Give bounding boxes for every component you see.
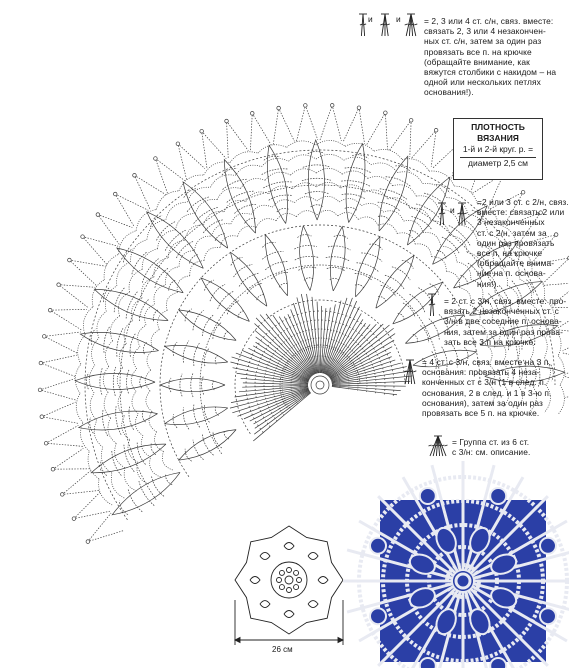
schematic-petal [318, 577, 328, 584]
photo-outer-hole [490, 658, 506, 668]
motif-inner-10 [355, 237, 383, 297]
motif-outer-4 [80, 327, 158, 357]
photo-outer-hole [370, 538, 386, 554]
legend-item-1-and-2: и [396, 14, 401, 24]
motif-inner-9 [326, 227, 351, 291]
motif-outer-14 [407, 177, 449, 245]
motif-inner-1 [165, 404, 228, 429]
motif-outer-13 [378, 156, 411, 231]
gauge-title-2: ВЯЗАНИЯ [477, 133, 519, 143]
legend-item-4-text: = 4 ст. с 3/н, связ. вместе на 3 п. основания: провязать 4 неза- конченных ст с 3/н (1 в след. п. основания, 2 в след. и 1 в 3-ю п. основания), затем за один раз провязать все 5 п. на крючке. [422, 357, 552, 419]
photo-outer-hole [420, 658, 436, 668]
motif-inner-3 [165, 341, 228, 366]
photo-center-hole [456, 574, 470, 588]
legend-2-symbol-b [457, 203, 466, 225]
motif-inner-8 [294, 226, 318, 291]
gauge-line-3: 1-й и 2-й круг. р. = [462, 144, 534, 154]
legend-1-symbol-b [380, 14, 389, 36]
legend-1-symbol-c [405, 14, 418, 36]
schematic-hole [287, 568, 292, 573]
photo-outer-hole [420, 488, 436, 504]
schematic-petal [260, 601, 270, 608]
motif-outer-3 [75, 367, 155, 396]
gauge-box [453, 118, 543, 180]
motif-outer-1 [91, 443, 166, 476]
photo-outer-hole [370, 608, 386, 624]
legend-item-1-and-1: и [368, 14, 373, 24]
inner-spokes [230, 294, 412, 441]
legend-item-5-text: = Группа ст. из 6 ст. с 3/н: см. описание. [452, 437, 531, 458]
motif-outer-9 [222, 159, 256, 233]
schematic-hole [294, 585, 299, 590]
motif-outer-7 [147, 212, 204, 269]
schematic-hole [277, 578, 282, 583]
legend-item-1-text: = 2, 3 или 4 ст. с/н, связ. вместе: связать 2, 3 или 4 незакончен- ных ст. с/н, затем за один раз провязать все п. на крючке (обращайте внимание, как вяжутся столбики с накидом – на одной или нескольких петлях основания!). [424, 16, 557, 98]
photo-outer-hole [540, 538, 556, 554]
photo-outer-hole [540, 608, 556, 624]
schematic-petal [284, 611, 294, 618]
diameter-label: 26 см [272, 645, 293, 654]
motif-inner-0 [179, 430, 236, 462]
doily-schematic [235, 526, 343, 645]
motif-outer-8 [183, 182, 228, 248]
legend-5-symbol [429, 436, 448, 456]
motif-inner-7 [262, 235, 289, 296]
schematic-hole [287, 588, 292, 593]
gauge-title-1: ПЛОТНОСТЬ [471, 122, 525, 132]
schematic-hole [297, 578, 302, 583]
schematic-petal [250, 577, 260, 584]
motif-inner-6 [231, 252, 267, 306]
motif-inner-2 [160, 373, 225, 397]
gauge-line-4: диаметр 2,5 см [460, 157, 536, 169]
center-ring [311, 376, 329, 394]
schematic-petal [260, 552, 270, 559]
motif-inner-11 [376, 256, 414, 309]
doily-photo [380, 500, 546, 662]
motif-outer-12 [341, 144, 371, 223]
legend-item-2-text: =2 или 3 ст. с 2/н, связ. вместе: связать 2 или 3 незаконченных ст. с 2/н, затем за один раз провязать все п. на крючке (обращайте внима- ние на п. основа- ния!). [477, 197, 569, 289]
motif-outer-2 [79, 406, 158, 436]
dimension-arrow-left [235, 638, 240, 643]
legend-1-symbol-a [359, 14, 367, 36]
legend-item-2-and: и [450, 205, 455, 215]
schematic-petal [284, 543, 294, 550]
motif-outer-6 [117, 248, 183, 293]
legend-item-3-text: = 2 ст. с 3/н, связ. вместе: про- вязать 2 незаконченных ст. с 3/н в две соседние п. основа- ния, затем за один раз прова- зать все 3 п на крючке. [444, 296, 567, 347]
motif-inner-12 [393, 282, 443, 324]
motif-outer-11 [302, 140, 331, 220]
legend-2-symbol-a [438, 203, 446, 225]
schematic-hole [279, 585, 284, 590]
motif-inner-5 [201, 278, 249, 321]
motif-outer-0 [112, 472, 180, 514]
motif-outer-10 [262, 145, 292, 223]
schematic-petal [308, 601, 318, 608]
photo-outer-hole [490, 488, 506, 504]
schematic-hole [279, 570, 284, 575]
schematic-hole [294, 570, 299, 575]
center-ring-inner [316, 381, 324, 389]
schematic-petal [308, 552, 318, 559]
dimension-arrow-right [338, 638, 343, 643]
schematic-center-dot [285, 576, 293, 584]
